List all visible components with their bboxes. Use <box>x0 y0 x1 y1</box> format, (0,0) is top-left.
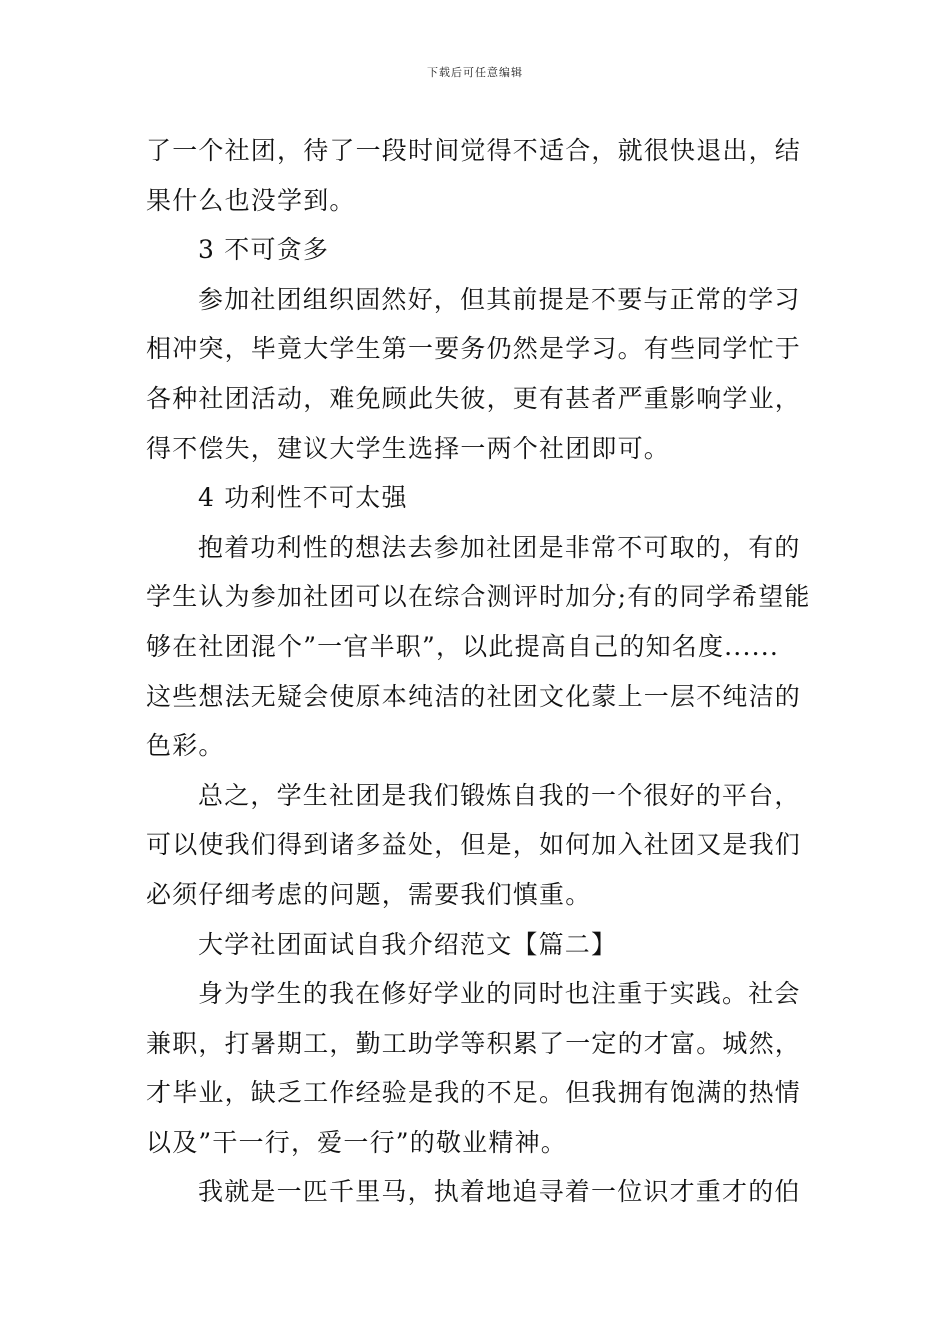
text-line: 这些想法无疑会使原本纯洁的社团文化蒙上一层不纯洁的 <box>146 681 802 711</box>
text-line: 得不偿失，建议大学生选择一两个社团即可。 <box>146 433 671 463</box>
text-line: 抱着功利性的想法去参加社团是非常不可取的，有的 <box>198 532 801 562</box>
text-line: 总之，学生社团是我们锻炼自我的一个很好的平台， <box>198 780 801 810</box>
text-line: 各种社团活动，难免顾此失彼，更有甚者严重影响学业， <box>146 383 802 413</box>
article-title: 大学社团面试自我介绍范文【篇二】 <box>198 929 618 959</box>
document-body <box>146 126 826 1217</box>
text-line: 够在社团混个”一官半职”，以此提高自己的知名度...... <box>146 631 780 661</box>
text-line: 以及”干一行，爱一行”的敬业精神。 <box>146 1127 567 1157</box>
text-line: 可以使我们得到诸多益处，但是，如何加入社团又是我们 <box>146 830 802 860</box>
text-line: 了一个社团，待了一段时间觉得不适合，就很快退出，结 <box>146 136 802 165</box>
section-heading: 3 不可贪多 <box>198 235 330 265</box>
text-line: 色彩。 <box>146 731 225 761</box>
text-line: 才毕业，缺乏工作经验是我的不足。但我拥有饱满的热情 <box>146 1078 802 1108</box>
text-line: 身为学生的我在修好学业的同时也注重于实践。社会 <box>198 979 801 1009</box>
text-line: 必须仔细考虑的问题，需要我们慎重。 <box>146 879 592 909</box>
text-line: 果什么也没学到。 <box>146 185 356 215</box>
text-line: 参加社团组织固然好，但其前提是不要与正常的学习 <box>198 284 801 314</box>
text-block <box>146 126 826 1217</box>
text-line: 兼职，打暑期工，勤工助学等积累了一定的才富。城然， <box>146 1028 802 1058</box>
text-line: 学生认为参加社团可以在综合测评时加分;有的同学希望能 <box>146 582 811 612</box>
text-line: 相冲突，毕竟大学生第一要务仍然是学习。有些同学忙于 <box>146 334 802 364</box>
page-header: 下载后可任意编辑 <box>427 66 523 79</box>
section-heading: 4 功利性不可太强 <box>198 483 408 513</box>
text-line: 我就是一匹千里马，执着地追寻着一位识才重才的伯 <box>198 1177 801 1207</box>
